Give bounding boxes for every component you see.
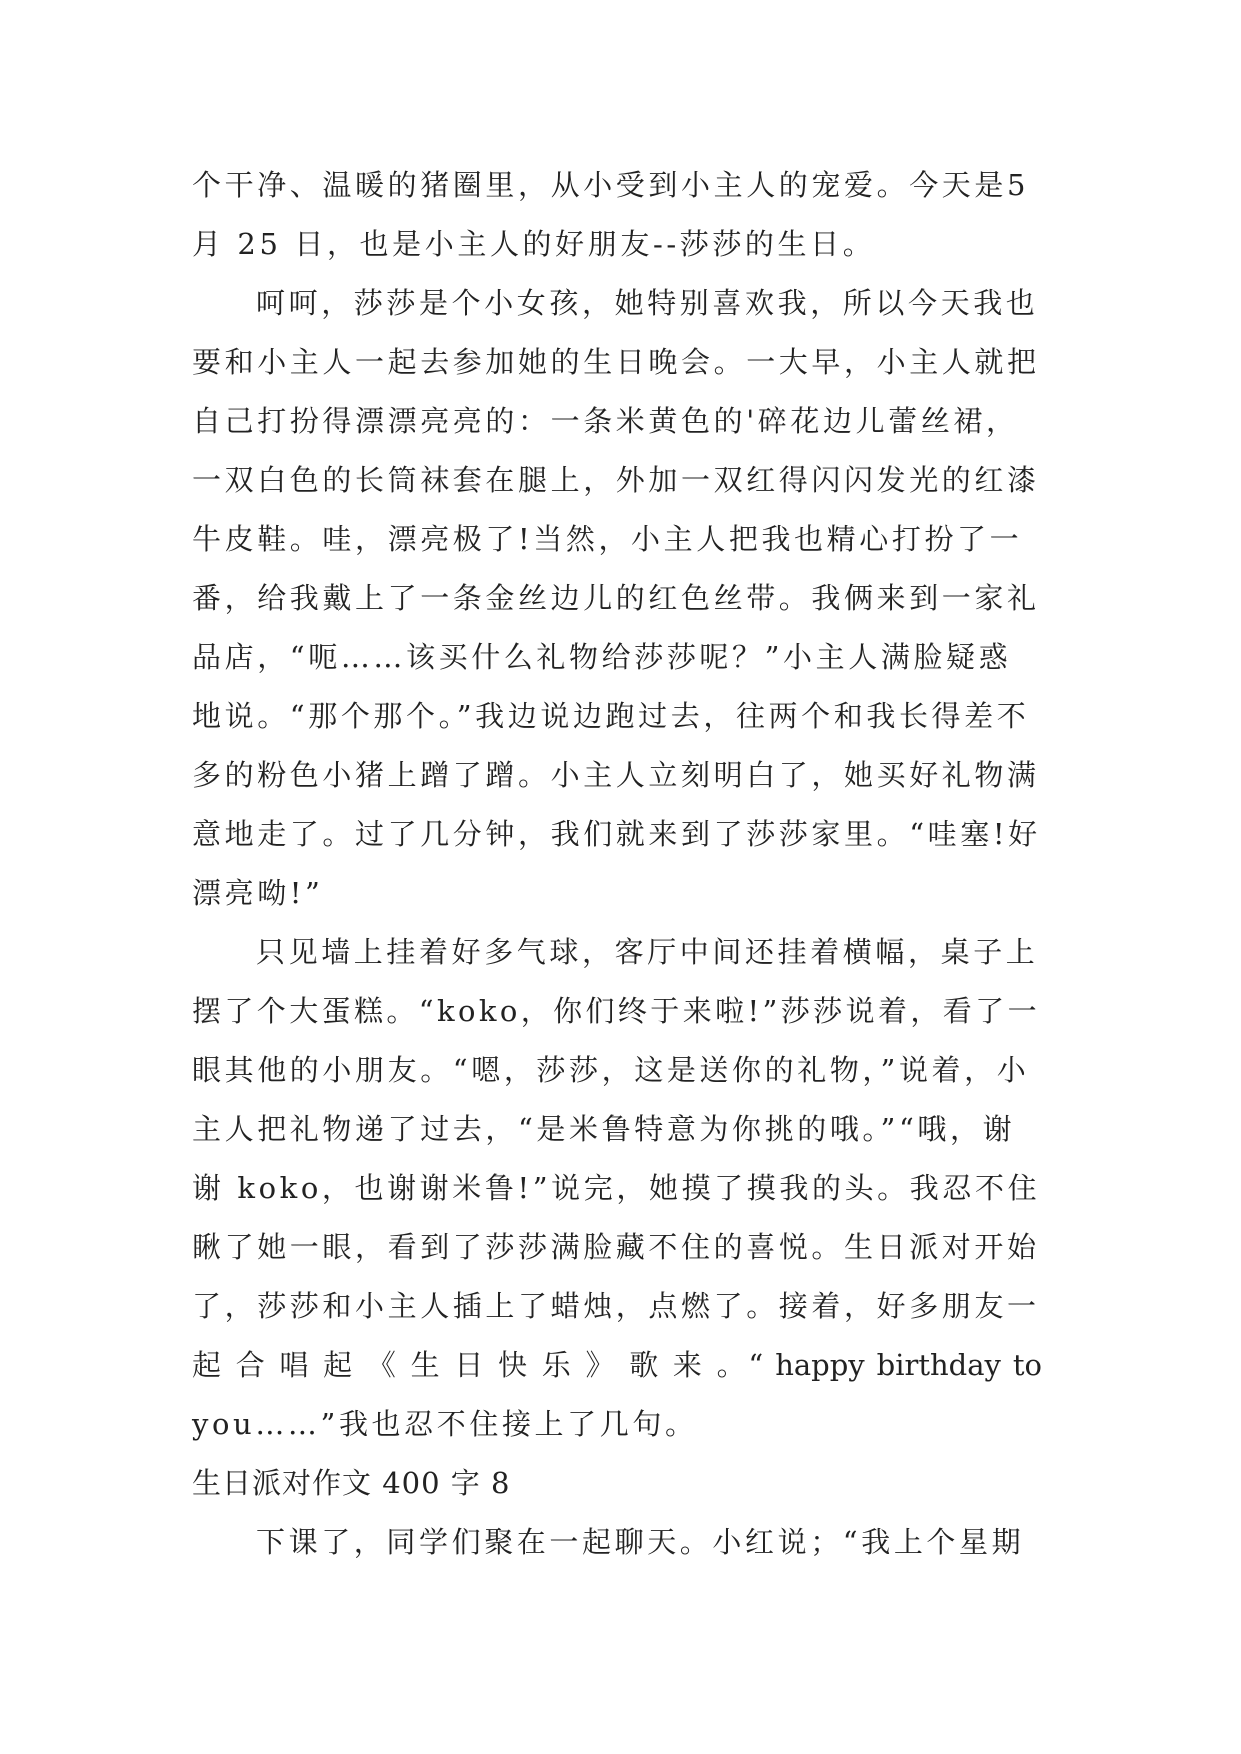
text-line-15: 摆了个大蛋糕。“koko，你们终于来啦!”莎莎说着，看了一 — [192, 994, 1040, 1028]
section-heading: 生日派对作文 400 字 8 — [192, 1466, 511, 1500]
text-line-1: 个干净、温暖的猪圈里，从小受到小主人的宠爱。今天是5 — [192, 168, 1030, 202]
paragraph-start-line: 呵呵，莎莎是个小女孩，她特别喜欢我，所以今天我也 — [256, 286, 1039, 320]
text-line-12: 意地走了。过了几分钟，我们就来到了莎莎家里。“哇塞!好 — [192, 817, 1041, 851]
text-line-9: 品店，“呃……该买什么礼物给莎莎呢？”小主人满脸疑惑 — [192, 640, 1012, 674]
text-line-18: 谢 koko，也谢谢米鲁!”说完，她摸了摸我的头。我忍不住 — [192, 1171, 1041, 1205]
text-line-6: 一双白色的长筒袜套在腿上，外加一双红得闪闪发光的红漆 — [192, 463, 1040, 497]
text-line-16: 眼其他的小朋友。“嗯，莎莎，这是送你的礼物，”说着，小 — [192, 1053, 1030, 1087]
text-line-17: 主人把礼物递了过去，“是米鲁特意为你挑的哦。”“哦，谢 — [192, 1112, 1016, 1146]
text-line-20: 了，莎莎和小主人插上了蜡烛，点燃了。接着，好多朋友一 — [192, 1289, 1040, 1323]
text-line-21: 起 合 唱 起 《 生 日 快 乐 》 歌 来 。“ happy birthday to — [192, 1348, 1042, 1382]
text-line-4: 要和小主人一起去参加她的生日晚会。一大早，小主人就把 — [192, 345, 1040, 379]
text-line-22: you……”我也忍不住接上了几句。 — [192, 1407, 698, 1441]
text-line-7: 牛皮鞋。哇，漂亮极了!当然，小主人把我也精心打扮了一 — [192, 522, 1023, 556]
text-line-19: 瞅了她一眼，看到了莎莎满脸藏不住的喜悦。生日派对开始 — [192, 1230, 1040, 1264]
text-line-8: 番，给我戴上了一条金丝边儿的红色丝带。我俩来到一家礼 — [192, 581, 1040, 615]
paragraph-start-line: 下课了，同学们聚在一起聊天。小红说；“我上个星期 — [256, 1525, 1025, 1559]
text-line-2: 月 25 日，也是小主人的好朋友--莎莎的生日。 — [192, 227, 876, 261]
text-line-10: 地说。“那个那个。”我边说边跑过去，往两个和我长得差不 — [192, 699, 1030, 733]
text-line-13: 漂亮呦!” — [192, 876, 324, 910]
paragraph-start-line: 只见墙上挂着好多气球，客厅中间还挂着横幅，桌子上 — [256, 935, 1039, 969]
text-line-11: 多的粉色小猪上蹭了蹭。小主人立刻明白了，她买好礼物满 — [192, 758, 1040, 792]
text-line-5: 自己打扮得漂漂亮亮的：一条米黄色的'碎花边儿蕾丝裙， — [192, 404, 1019, 438]
